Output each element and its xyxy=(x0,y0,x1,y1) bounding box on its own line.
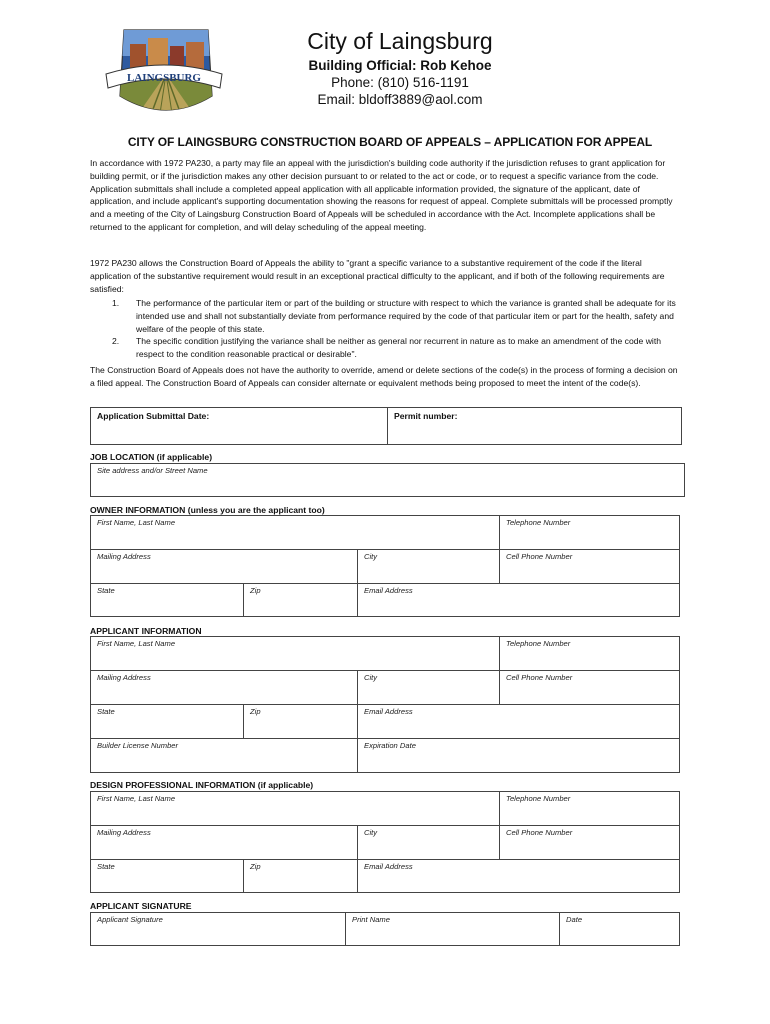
owner-mailing-field[interactable] xyxy=(91,550,357,583)
building-official: Building Official: Rob Kehoe xyxy=(308,58,492,73)
applicant-row-4 xyxy=(91,739,679,773)
applicant-state-field[interactable] xyxy=(91,705,243,738)
owner-zip-label: Zip xyxy=(250,586,261,595)
logo-text: LAINGSBURG xyxy=(127,72,201,84)
owner-mailing-label: Mailing Address xyxy=(97,552,151,561)
applicant-email-label: Email Address xyxy=(364,707,413,716)
design-email-label: Email Address xyxy=(364,862,413,871)
owner-heading: OWNER INFORMATION (unless you are the applicant too) xyxy=(90,505,325,515)
phone: Phone: (810) 516-1191 xyxy=(331,75,469,90)
design-state-label: State xyxy=(97,862,115,871)
job-location-heading: JOB LOCATION (if applicable) xyxy=(90,452,213,462)
owner-telephone-label: Telephone Number xyxy=(506,518,571,527)
owner-city-field[interactable] xyxy=(357,550,499,583)
signature-heading: APPLICANT SIGNATURE xyxy=(90,901,192,911)
owner-name-field[interactable] xyxy=(91,516,499,549)
intro-paragraph: In accordance with 1972 PA230, a party may file an appeal with the jurisdiction's building code authority if the jurisdiction refuses to grant application for building permit, or if the jurisdiction makes any other decision pursuant to or related to the act or code, or to request a specific variance from the code. Application submittals shall include a completed appeal application with all applicable information provided, the signature of the applicant, date of application, and include applicant's supporting documentation showing the reasons for request of appeal. Complete submittals will be processed promptly and a meeting of the City of Laingsburg Construction Board of Appeals will be scheduled in accordance with the Act. Incomplete applications shall be returned to the applicant for completion, and will delay scheduling of the appeal meeting. xyxy=(90,158,673,232)
signature-date-field[interactable] xyxy=(559,913,679,945)
design-name-field[interactable] xyxy=(91,792,499,825)
applicant-telephone-field[interactable] xyxy=(499,637,679,670)
builder-license-field[interactable] xyxy=(91,739,357,773)
owner-state-field[interactable] xyxy=(91,584,243,617)
owner-telephone-field[interactable] xyxy=(499,516,679,549)
list-item xyxy=(90,335,680,361)
applicant-zip-label: Zip xyxy=(250,707,261,716)
applicant-signature-label: Applicant Signature xyxy=(97,915,163,924)
applicant-cell-label: Cell Phone Number xyxy=(506,673,573,682)
authority-paragraph: The Construction Board of Appeals does not have the authority to override, amend or delete sections of the code(s) in the process of forming a decision on a filed appeal. The Construction Board of Appeals can consider alternate or equivalent methods being proposed to meet the intent of the code(s). xyxy=(90,365,678,388)
expiration-date-label: Expiration Date xyxy=(364,741,416,750)
builder-license-label: Builder License Number xyxy=(97,741,179,750)
applicant-zip-field[interactable] xyxy=(243,705,357,738)
applicant-mailing-field[interactable] xyxy=(91,671,357,704)
applicant-name-field[interactable] xyxy=(91,637,499,670)
design-mailing-field[interactable] xyxy=(91,826,357,859)
submittal-box xyxy=(90,407,682,445)
design-telephone-label: Telephone Number xyxy=(506,794,571,803)
applicant-cell-field[interactable] xyxy=(499,671,679,704)
design-name-label: First Name, Last Name xyxy=(97,794,176,803)
owner-email-label: Email Address xyxy=(364,586,413,595)
city-logo xyxy=(104,26,224,120)
submittal-date-field[interactable] xyxy=(91,408,387,444)
design-mailing-label: Mailing Address xyxy=(97,828,151,837)
applicant-signature-field[interactable] xyxy=(91,913,345,945)
list-text: The performance of the particular item or part of the building or structure with respect to which the variance is granted shall be adequate for its intended use and shall not substantially deviate from performance required by the code of that particular item or part for the health, safety and welfare of the people of this state. xyxy=(136,298,676,334)
owner-row-3 xyxy=(91,584,679,617)
design-zip-label: Zip xyxy=(250,862,261,871)
design-cell-label: Cell Phone Number xyxy=(506,828,573,837)
design-row-1 xyxy=(91,792,679,826)
permit-number-field[interactable] xyxy=(387,408,681,444)
design-row-2 xyxy=(91,826,679,860)
applicant-mailing-label: Mailing Address xyxy=(97,673,151,682)
design-row-3 xyxy=(91,860,679,893)
applicant-city-label: City xyxy=(364,673,378,682)
owner-city-label: City xyxy=(364,552,378,561)
applicant-email-field[interactable] xyxy=(357,705,679,738)
owner-cell-label: Cell Phone Number xyxy=(506,552,573,561)
signature-date-label: Date xyxy=(566,915,583,924)
owner-zip-field[interactable] xyxy=(243,584,357,617)
print-name-field[interactable] xyxy=(345,913,559,945)
applicant-city-field[interactable] xyxy=(357,671,499,704)
permit-number-label: Permit number: xyxy=(394,411,458,421)
site-address-label: Site address and/or Street Name xyxy=(97,466,208,475)
design-email-field[interactable] xyxy=(357,860,679,893)
applicant-row-1 xyxy=(91,637,679,671)
site-address-field[interactable] xyxy=(90,463,685,497)
owner-cell-field[interactable] xyxy=(499,550,679,583)
email: Email: bldoff3889@aol.com xyxy=(317,92,483,107)
design-city-label: City xyxy=(364,828,378,837)
design-professional-heading: DESIGN PROFESSIONAL INFORMATION (if applicable) xyxy=(90,780,314,790)
design-table xyxy=(90,791,680,893)
variance-paragraph: 1972 PA230 allows the Construction Board of Appeals the ability to "grant a specific variance to a substantive requirement of the code if the literal application of the substantive requirement would result in an exceptional practical difficulty to the applicant, and if both of the following requirements are satisfied: xyxy=(90,258,665,294)
list-number: 2. xyxy=(112,336,120,347)
submittal-date-label: Application Submittal Date: xyxy=(97,411,210,421)
owner-row-1 xyxy=(91,516,679,550)
list-item xyxy=(90,297,680,335)
print-name-label: Print Name xyxy=(352,915,390,924)
city-name: City of Laingsburg xyxy=(307,28,493,54)
document-title: CITY OF LAINGSBURG CONSTRUCTION BOARD OF APPEALS – APPLICATION FOR APPEAL xyxy=(127,135,653,149)
list-number: 1. xyxy=(112,298,120,308)
design-telephone-field[interactable] xyxy=(499,792,679,825)
expiration-date-field[interactable] xyxy=(357,739,679,773)
applicant-telephone-label: Telephone Number xyxy=(506,639,571,648)
applicant-table xyxy=(90,636,680,773)
list-text: The specific condition justifying the variance shall be neither as general nor recurrent in nature as to make an amendment of the code with respect to the condition reasonable practical or desirable". xyxy=(136,336,661,360)
owner-name-label: First Name, Last Name xyxy=(97,518,176,527)
owner-state-label: State xyxy=(97,586,115,595)
applicant-heading: APPLICANT INFORMATION xyxy=(90,626,202,636)
design-state-field[interactable] xyxy=(91,860,243,893)
owner-table xyxy=(90,515,680,617)
owner-email-field[interactable] xyxy=(357,584,679,617)
requirements-list xyxy=(90,297,680,361)
design-city-field[interactable] xyxy=(357,826,499,859)
applicant-row-2 xyxy=(91,671,679,705)
design-zip-field[interactable] xyxy=(243,860,357,893)
applicant-state-label: State xyxy=(97,707,115,716)
owner-row-2 xyxy=(91,550,679,584)
design-cell-field[interactable] xyxy=(499,826,679,859)
signature-table xyxy=(90,912,680,946)
applicant-name-label: First Name, Last Name xyxy=(97,639,176,648)
applicant-row-3 xyxy=(91,705,679,739)
